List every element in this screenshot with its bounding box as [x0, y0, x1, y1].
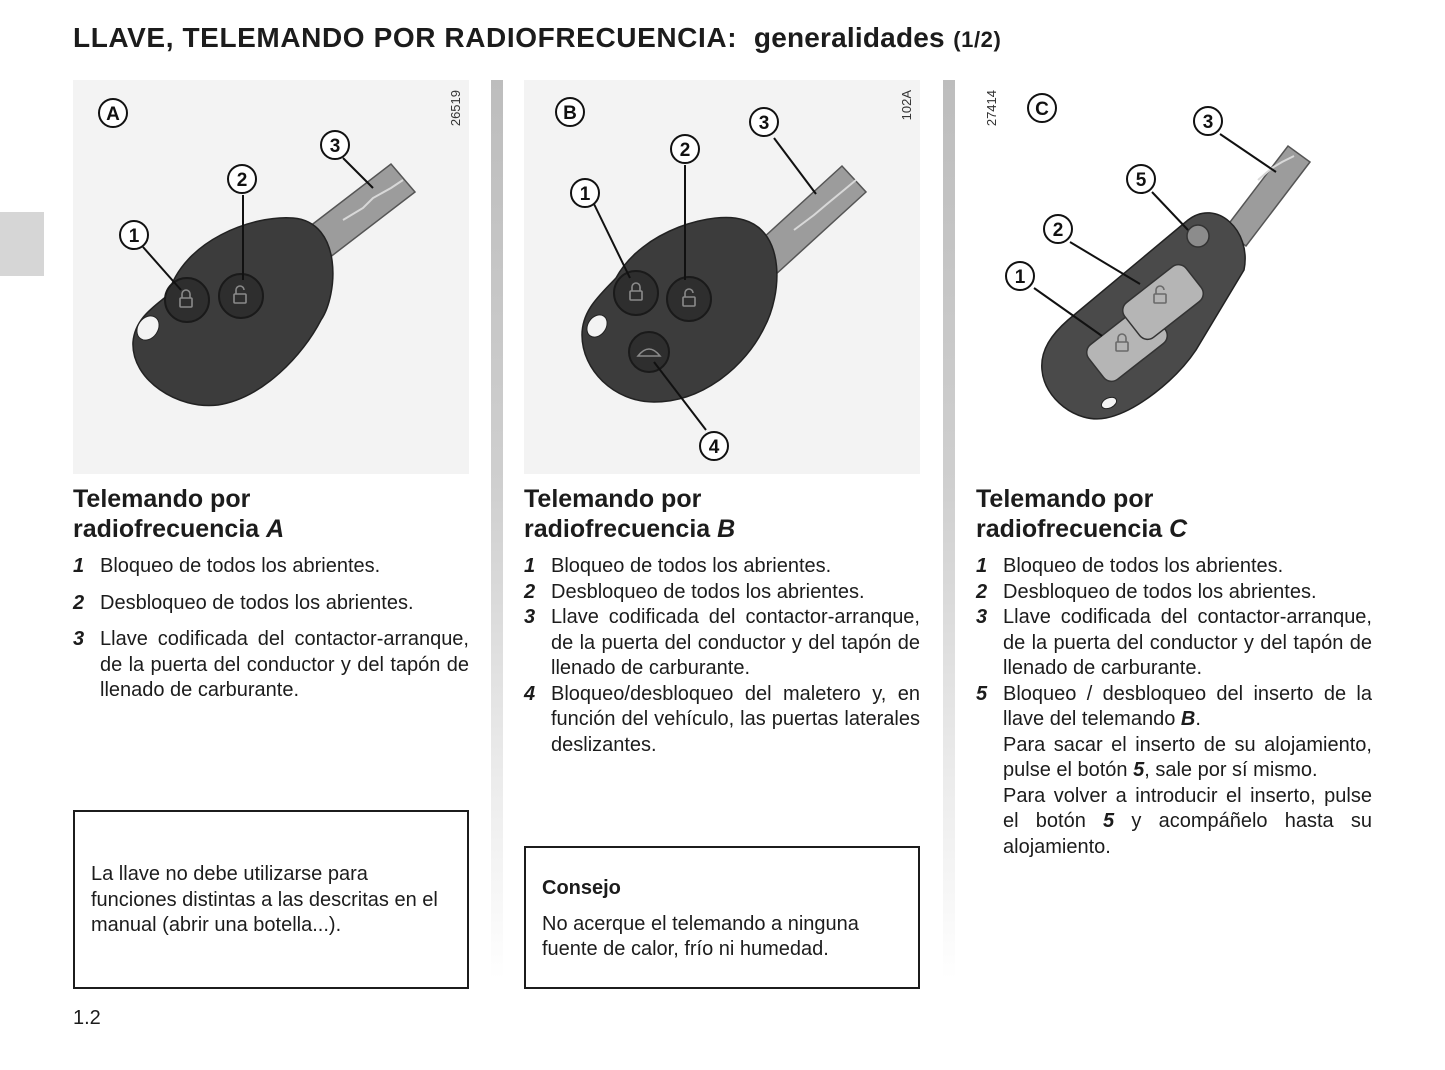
figure-b-code: 102A [899, 90, 914, 121]
section-b-list [524, 554, 920, 758]
item-text: Bloqueo/desbloqueo del maletero y, en función del vehículo, las puertas laterales deslizantes. [551, 682, 920, 756]
item5-para3 [1003, 784, 1372, 861]
list-item [524, 682, 920, 759]
page-number: 1.2 [73, 1007, 101, 1029]
warning-note-box [73, 810, 469, 989]
unlock-button [219, 274, 263, 318]
section-b-heading [524, 484, 735, 544]
list-item [73, 627, 469, 704]
item5-ref-5a: 5 [1133, 759, 1145, 781]
item5-ref-b: B [1180, 708, 1196, 730]
item-text: Desbloqueo de todos los abrientes. [100, 591, 414, 614]
item-number: 3 [976, 606, 988, 628]
list-item [976, 554, 1372, 580]
section-b-heading-line1: Telemando por [524, 485, 702, 513]
figure-c-callout-2: 2 [1052, 220, 1064, 241]
figure-c-callout-1: 1 [1014, 267, 1026, 288]
list-item [976, 682, 1372, 861]
item5-ref-5b: 5 [1103, 810, 1115, 832]
figure-a-code: 26519 [448, 90, 463, 127]
list-item [73, 591, 469, 617]
section-c-heading-letter: C [1169, 515, 1188, 543]
lock-button [614, 271, 658, 315]
item-text [1003, 682, 1372, 733]
figure-b-letter: B [563, 103, 577, 124]
item-number: 1 [976, 555, 988, 577]
tip-title: Consejo [542, 877, 621, 899]
section-c-list [976, 554, 1372, 860]
section-a-heading-line1: Telemando por [73, 485, 251, 513]
figure-a-letter: A [106, 104, 120, 125]
figure-a-callout-2: 2 [236, 170, 248, 191]
item-text: Desbloqueo de todos los abrientes. [1003, 580, 1317, 603]
figure-b-callout-2: 2 [679, 140, 691, 161]
trunk-button [629, 332, 669, 372]
item5-text: Bloqueo / desbloqueo del inserto de la llave del telemando [1003, 682, 1372, 730]
unlock-button [667, 277, 711, 321]
page-title-sub: generalidades [753, 22, 945, 53]
tip-text: No acerque el telemando a ninguna fuente de calor, frío ni humedad. [542, 912, 859, 960]
remote-a-illustration [73, 80, 469, 474]
item-number: 2 [73, 591, 85, 614]
section-c-heading-line1: Telemando por [976, 485, 1154, 513]
item-number: 4 [524, 682, 536, 705]
page-title-page: (1/2) [953, 27, 1002, 52]
item-number: 2 [976, 580, 988, 603]
column-divider-right [943, 80, 955, 980]
item-number: 2 [524, 580, 536, 603]
list-item [524, 580, 920, 606]
warning-note-text: La llave no debe utilizarse para funciones distintas a las descritas en el manual (abrir una botella...). [91, 863, 438, 936]
item5-para3-text: Para volver a introducir el inserto, pulse el botón [1003, 784, 1372, 832]
page-title-main: LLAVE, TELEMANDO POR RADIOFRECUENCIA: [73, 22, 738, 53]
section-b-heading-line2: radiofrecuencia [524, 515, 711, 543]
figure-c-callout-5: 5 [1135, 170, 1147, 191]
figure-c-code: 27414 [984, 90, 999, 127]
list-item [976, 580, 1372, 606]
figure-b-callout-3: 3 [758, 113, 770, 134]
list-item [73, 554, 469, 580]
item5-para2-text: Para sacar el inserto de su alojamiento, pulse el botón [1003, 733, 1372, 781]
item5-para3-end: y acompáñelo hasta su alojamiento. [1003, 810, 1372, 858]
figure-b-callout-4: 4 [708, 437, 720, 458]
list-item [524, 554, 920, 580]
list-item [976, 605, 1372, 682]
column-divider-left [491, 80, 503, 980]
section-a-heading [73, 484, 284, 544]
item5-para2 [1003, 733, 1372, 784]
item-text: Bloqueo de todos los abrientes. [100, 555, 381, 577]
figure-remote-c [976, 80, 1372, 474]
remote-b-illustration [524, 80, 920, 474]
item-number: 1 [73, 555, 85, 577]
item-text: Bloqueo de todos los abrientes. [1003, 555, 1284, 577]
section-a-list [73, 554, 469, 704]
item-text: Llave codificada del contactor-arranque, de la puerta del conductor y del tapón de llenado de carburante. [1003, 606, 1372, 679]
figure-b-callout-1: 1 [579, 184, 591, 205]
item-text: Desbloqueo de todos los abrientes. [551, 580, 865, 603]
section-a-heading-line2: radiofrecuencia [73, 515, 260, 543]
figure-remote-b [524, 80, 920, 474]
figure-remote-a [73, 80, 469, 474]
figure-a-callout-3: 3 [329, 136, 341, 157]
lock-button [165, 278, 209, 322]
figure-c-callout-3: 3 [1202, 112, 1214, 133]
section-tab-marker [0, 212, 44, 276]
tip-box [524, 846, 920, 989]
section-b-heading-letter: B [717, 515, 736, 543]
item-number: 5 [976, 682, 988, 705]
item-number: 3 [73, 628, 85, 650]
item5-text-end: . [1195, 708, 1201, 730]
item-number: 1 [524, 555, 536, 577]
item5-para2-end: , sale por sí mismo. [1144, 759, 1318, 781]
item-text: Bloqueo de todos los abrientes. [551, 555, 832, 577]
section-c-heading [976, 484, 1187, 544]
insert-release-button [1187, 225, 1209, 247]
item-text: Llave codificada del contactor-arranque, de la puerta del conductor y del tapón de llenado de carburante. [100, 628, 469, 701]
item-text: Llave codificada del contactor-arranque, de la puerta del conductor y del tapón de llenado de carburante. [551, 606, 920, 679]
figure-c-letter: C [1035, 99, 1049, 120]
section-a-heading-letter: A [266, 515, 285, 543]
list-item [524, 605, 920, 682]
item-number: 3 [524, 606, 536, 628]
remote-c-illustration [976, 80, 1372, 474]
figure-a-callout-1: 1 [128, 226, 140, 247]
page-title [73, 22, 1001, 54]
section-c-heading-line2: radiofrecuencia [976, 515, 1163, 543]
